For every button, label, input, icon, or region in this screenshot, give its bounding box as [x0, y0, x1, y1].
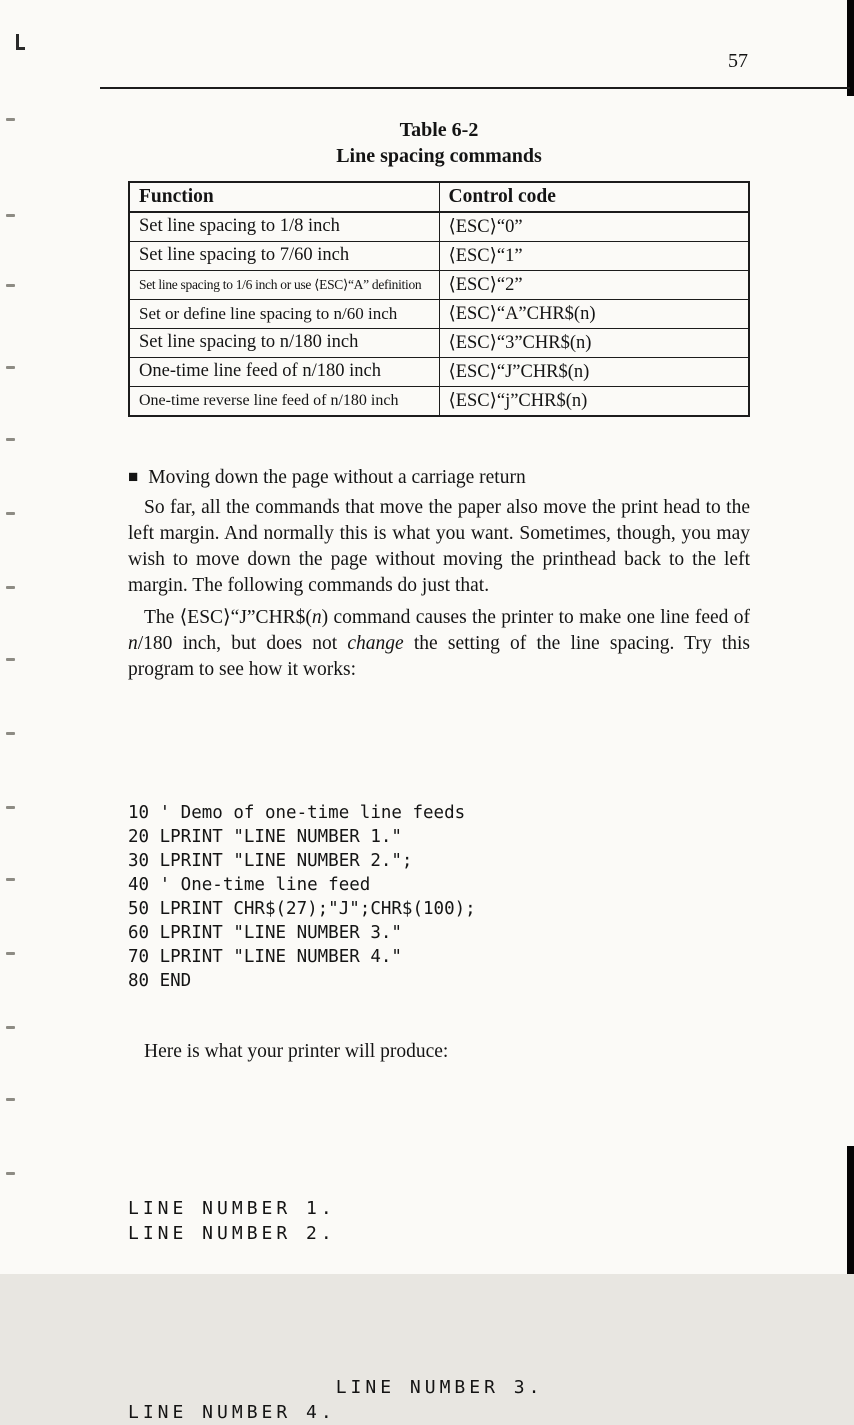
table-row [129, 212, 749, 242]
function-cell: Set line spacing to 7/60 inch [129, 242, 439, 271]
function-cell: One-time line feed of n/180 inch [129, 358, 439, 387]
italic-change: change [347, 633, 404, 654]
scan-artifact [6, 366, 15, 369]
column-header-control-code: Control code [439, 182, 749, 212]
table-row [129, 300, 749, 329]
page-number: 57 [728, 50, 748, 72]
column-header-function: Function [129, 182, 439, 212]
code-line: 40 ' One-time line feed [128, 875, 371, 895]
table-row [129, 271, 749, 300]
scan-artifact [6, 1172, 15, 1175]
scan-artifact [6, 1098, 15, 1101]
code-line: 30 LPRINT "LINE NUMBER 2."; [128, 851, 413, 871]
scan-artifact [6, 658, 15, 661]
scan-artifact [6, 438, 15, 441]
paragraph-2-text: ) command causes the printer to make one line feed of [321, 607, 750, 628]
function-cell: Set or define line spacing to n/60 inch [129, 300, 439, 329]
paragraph-2-text: The ⟨ESC⟩“J”CHR$( [144, 607, 312, 628]
function-cell: One-time reverse line feed of n/180 inch [129, 387, 439, 417]
output-line: LINE NUMBER 4. [128, 1402, 336, 1423]
printer-output-block-1 [128, 1121, 750, 1246]
scan-artifact [6, 512, 15, 515]
square-bullet-icon: ■ [128, 467, 139, 486]
code-line: 70 LPRINT "LINE NUMBER 4." [128, 947, 402, 967]
section-heading-text: Moving down the page without a carriage return [148, 467, 526, 488]
scan-artifact [847, 0, 854, 96]
control-code-cell: ⟨ESC⟩“j”CHR$(n) [439, 387, 749, 417]
code-line: 60 LPRINT "LINE NUMBER 3." [128, 923, 402, 943]
printer-output-intro: Here is what your printer will produce: [144, 1041, 449, 1062]
control-code-cell: ⟨ESC⟩“1” [439, 242, 749, 271]
scan-artifact [6, 284, 15, 287]
scan-artifact [6, 732, 15, 735]
control-code-cell: ⟨ESC⟩“3”CHR$(n) [439, 329, 749, 358]
code-line: 50 LPRINT CHR$(27);"J";CHR$(100); [128, 899, 476, 919]
table-title-line2: Line spacing commands [336, 145, 542, 167]
output-line: LINE NUMBER 2. [128, 1223, 336, 1244]
scan-artifact [6, 878, 15, 881]
control-code-cell: ⟨ESC⟩“2” [439, 271, 749, 300]
output-line: LINE NUMBER 1. [128, 1198, 336, 1219]
control-code-cell: ⟨ESC⟩“0” [439, 212, 749, 242]
paragraph-1: So far, all the commands that move the paper also move the print head to the left margin. And normally this is what you want. Sometimes, though, you may wish to move down the page without moving the printhead back to the left margin. The following commands do just that. [128, 497, 750, 596]
section-heading [128, 467, 750, 489]
code-line: 10 ' Demo of one-time line feeds [128, 803, 466, 823]
table-row [129, 329, 749, 358]
function-cell: Set line spacing to 1/8 inch [129, 212, 439, 242]
function-cell: Set line spacing to 1/6 inch or use ⟨ESC⟩“A” definition [129, 271, 439, 300]
paragraph-2-text: the setting of the line spacing. Try this program to see how it works: [128, 633, 750, 680]
scan-artifact [6, 1026, 15, 1029]
table-body [129, 212, 749, 416]
scan-artifact [6, 118, 15, 121]
code-line: 80 END [128, 971, 192, 991]
scan-artifact [6, 214, 15, 217]
table-row [129, 358, 749, 387]
paragraph-2-text: /180 inch, but does not [137, 633, 348, 654]
printer-output-block-2 [128, 1300, 750, 1425]
paragraph-2 [128, 605, 750, 683]
table-title [128, 117, 750, 169]
scan-artifact [6, 952, 15, 955]
code-line: 20 LPRINT "LINE NUMBER 1." [128, 827, 402, 847]
output-line: LINE NUMBER 3. [128, 1377, 544, 1398]
table-row [129, 242, 749, 271]
control-code-cell: ⟨ESC⟩“J”CHR$(n) [439, 358, 749, 387]
scan-artifact [6, 806, 15, 809]
table-title-line1: Table 6-2 [399, 119, 479, 141]
table-header-row [129, 182, 749, 212]
function-cell: Set line spacing to n/180 inch [129, 329, 439, 358]
header-rule [100, 87, 850, 89]
basic-code-listing [128, 729, 750, 993]
control-code-cell: ⟨ESC⟩“A”CHR$(n) [439, 300, 749, 329]
scan-artifact [847, 1146, 854, 1274]
table-row [129, 387, 749, 417]
italic-n: n [128, 633, 138, 654]
scan-artifact [16, 34, 28, 50]
line-spacing-commands-table [128, 181, 750, 417]
scan-artifact [6, 586, 15, 589]
italic-n: n [311, 607, 322, 628]
